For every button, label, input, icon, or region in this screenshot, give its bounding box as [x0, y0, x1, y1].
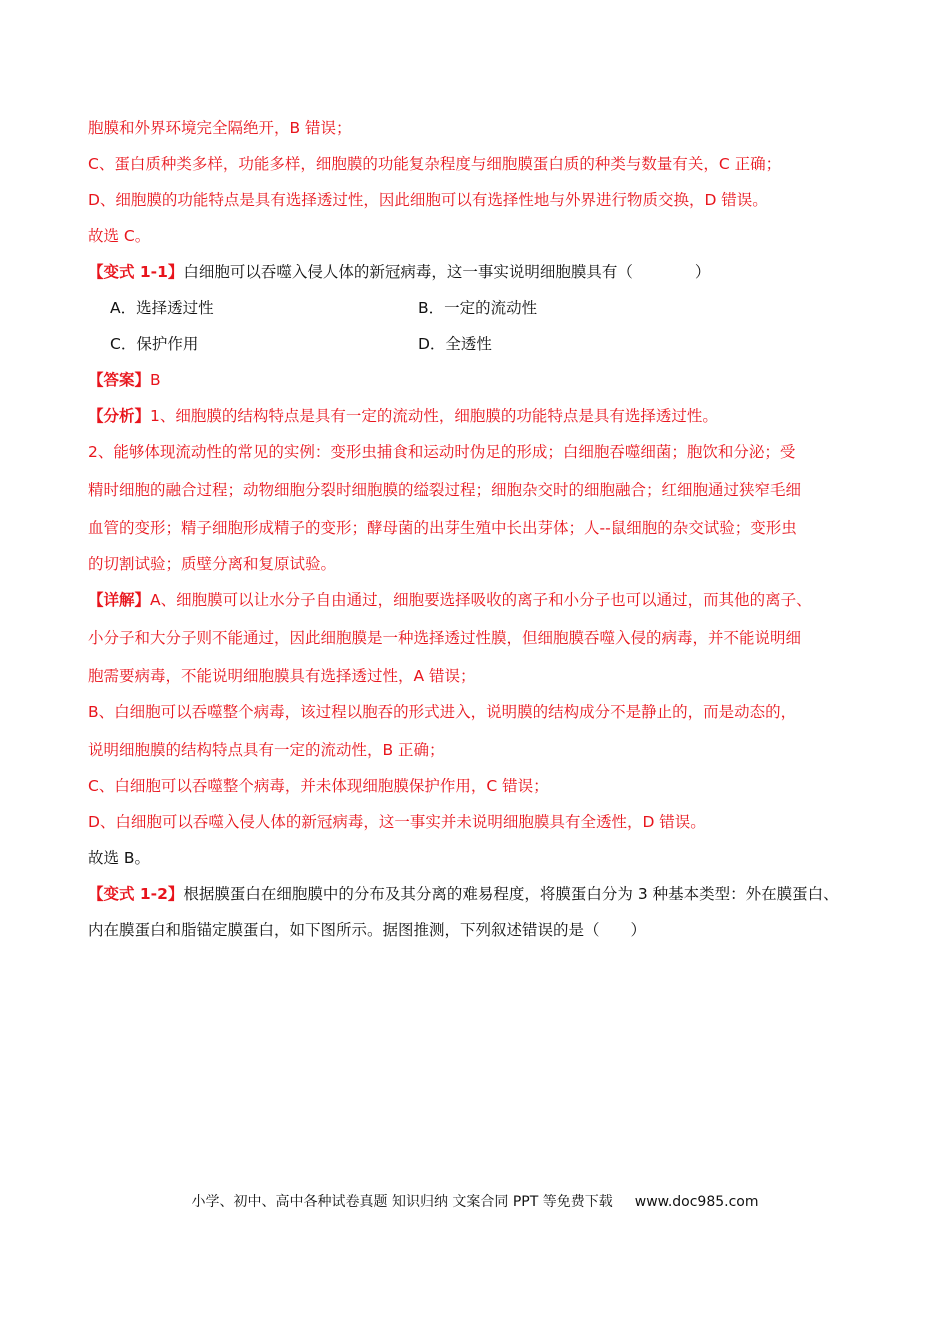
answer-text: B [150, 371, 161, 389]
answer-tag: 【答案】 [88, 371, 151, 389]
page-footer [0, 1192, 950, 1212]
option-a: A．选择透过性 [110, 299, 214, 317]
text-line: D、白细胞可以吞噬入侵人体的新冠病毒，这一事实并未说明细胞膜具有全透性，D 错误。 [88, 813, 706, 831]
detail-tag: 【详解】 [88, 591, 151, 609]
detail-line [88, 590, 812, 610]
text-line: 故选 B。 [88, 849, 151, 867]
option-c: C．保护作用 [110, 335, 199, 353]
text-line: 精时细胞的融合过程；动物细胞分裂时细胞膜的缢裂过程；细胞杂交时的细胞融合；红细胞通过狭窄毛细 [88, 481, 802, 499]
analysis-tag: 【分析】 [88, 407, 151, 425]
analysis-line [88, 406, 718, 426]
question-tag: 【变式 1-2】 [88, 885, 184, 903]
question-text: 白细胞可以吞噬入侵人体的新冠病毒，这一事实说明细胞膜具有（ ） [183, 263, 711, 281]
question-text: 根据膜蛋白在细胞膜中的分布及其分离的难易程度，将膜蛋白分为 3 种基本类型：外在膜蛋白、 [183, 885, 839, 903]
text-line: 血管的变形；精子细胞形成精子的变形；酵母菌的出芽生殖中长出芽体；人--鼠细胞的杂交试验；变形虫 [88, 519, 797, 537]
text-line: 胞需要病毒，不能说明细胞膜具有选择透过性，A 错误； [88, 667, 476, 685]
text-line: 说明细胞膜的结构特点具有一定的流动性，B 正确； [88, 741, 445, 759]
footer-text: 小学、初中、高中各种试卷真题 知识归纳 文案合同 PPT 等免费下载 [191, 1194, 613, 1210]
question-tag: 【变式 1-1】 [88, 263, 184, 281]
footer-link[interactable]: www.doc985.com [634, 1194, 759, 1210]
question-1-1 [88, 262, 710, 282]
text-line: 故选 C。 [88, 227, 151, 245]
option-b: B．一定的流动性 [418, 299, 538, 317]
text-line: 胞膜和外界环境完全隔绝开，B 错误； [88, 119, 352, 137]
text-line: 内在膜蛋白和脂锚定膜蛋白，如下图所示。据图推测，下列叙述错误的是（ ） [88, 921, 647, 939]
detail-text: A、细胞膜可以让水分子自由通过，细胞要选择吸收的离子和小分子也可以通过，而其他的离子、 [150, 591, 812, 609]
analysis-text: 1、细胞膜的结构特点是具有一定的流动性，细胞膜的功能特点是具有选择透过性。 [150, 407, 718, 425]
text-line: C、蛋白质种类多样，功能多样，细胞膜的功能复杂程度与细胞膜蛋白质的种类与数量有关，C 正确； [88, 155, 782, 173]
text-line: D、细胞膜的功能特点是具有选择透过性，因此细胞可以有选择性地与外界进行物质交换，D 错误。 [88, 191, 768, 209]
answer-line [88, 370, 161, 390]
text-line: 小分子和大分子则不能通过，因此细胞膜是一种选择透过性膜，但细胞膜吞噬入侵的病毒，并不能说明细 [88, 629, 802, 647]
text-line: 的切割试验；质壁分离和复原试验。 [88, 555, 337, 573]
text-line: B、白细胞可以吞噬整个病毒，该过程以胞吞的形式进入，说明膜的结构成分不是静止的，而是动态的， [88, 703, 797, 721]
question-1-2 [88, 884, 839, 904]
text-line: 2、能够体现流动性的常见的实例：变形虫捕食和运动时伪足的形成；白细胞吞噬细菌；胞饮和分泌；受 [88, 443, 796, 461]
text-line: C、白细胞可以吞噬整个病毒，并未体现细胞膜保护作用，C 错误； [88, 777, 549, 795]
option-d: D．全透性 [418, 335, 492, 353]
